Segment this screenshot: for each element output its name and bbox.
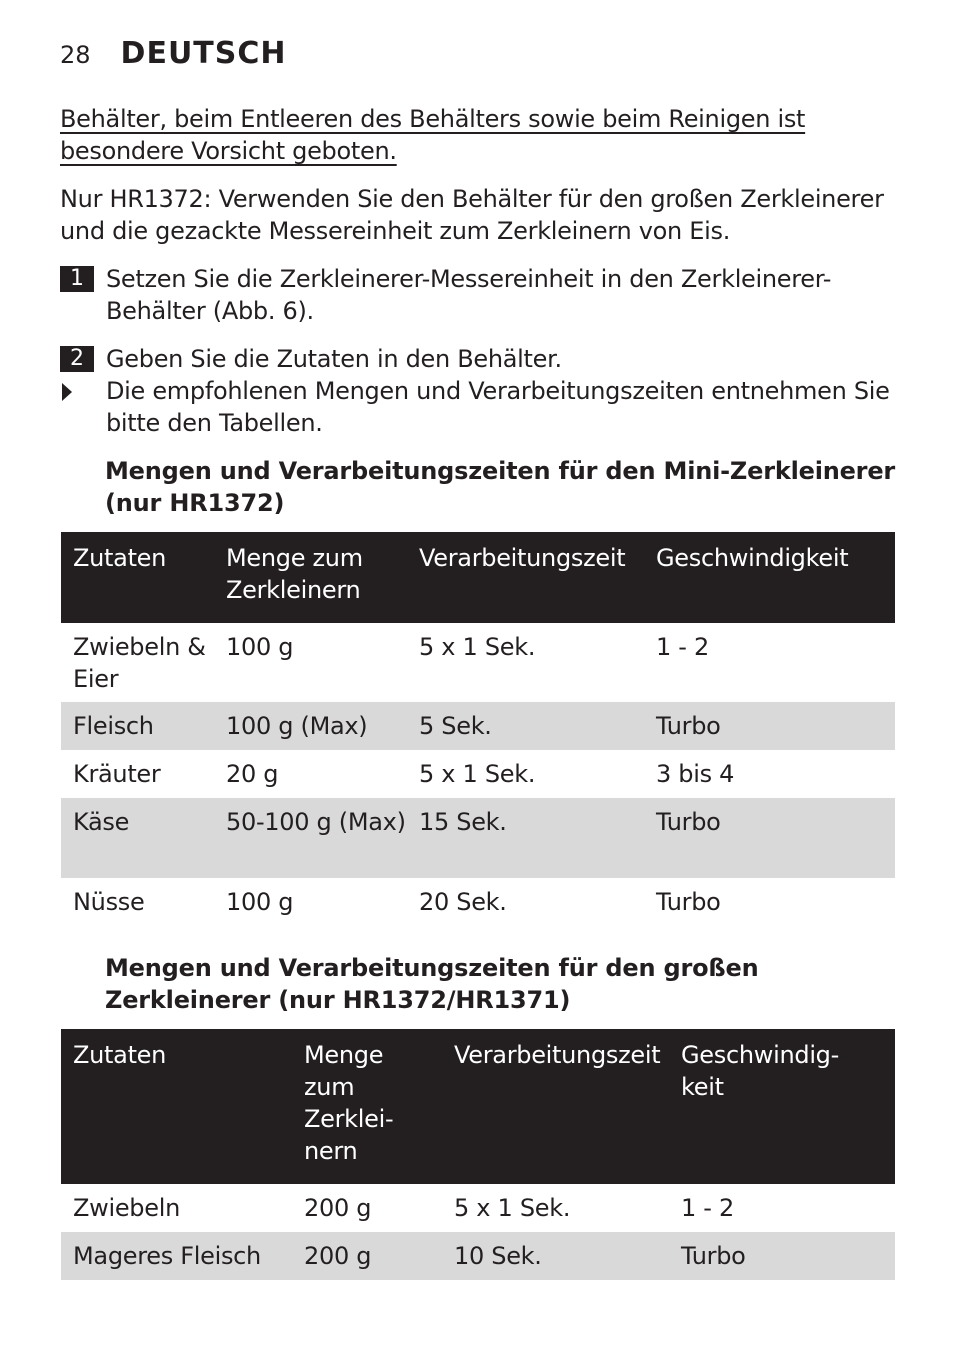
header-cell: Menge zum Zerklei-nern — [304, 1041, 394, 1165]
step-1 — [60, 263, 896, 327]
table-row — [61, 798, 895, 878]
header-cell: Geschwindig-keit — [681, 1041, 839, 1101]
header-cell: Verarbeitungszeit — [419, 544, 626, 572]
section-title: DEUTSCH — [120, 36, 287, 71]
table-cell: 20 Sek. — [419, 888, 507, 916]
mini-chopper-table — [61, 532, 895, 928]
table-row — [61, 702, 895, 750]
table-cell: 5 x 1 Sek. — [419, 760, 536, 788]
table-cell: Kräuter — [73, 760, 161, 788]
header-cell: Zutaten — [73, 544, 167, 572]
table-row — [61, 623, 895, 702]
table-cell: Zwiebeln — [73, 1194, 180, 1222]
table-cell: 50-100 g (Max) — [226, 808, 406, 836]
table-cell: 100 g (Max) — [226, 712, 368, 740]
page-header — [60, 36, 287, 72]
intro-paragraph: Nur HR1372: Verwenden Sie den Behälter für den großen Zerkleinerer und die gezackte Messereinheit zum Zerkleinern von Eis. — [60, 185, 884, 245]
table-cell: 20 g — [226, 760, 279, 788]
header-cell: Menge zum Zerkleinern — [226, 544, 363, 604]
table-cell: Turbo — [656, 712, 721, 740]
table-cell: 100 g — [226, 633, 294, 661]
large-chopper-table — [61, 1029, 895, 1280]
triangle-bullet-icon — [60, 382, 76, 402]
table-cell: Nüsse — [73, 888, 145, 916]
table-cell: 5 x 1 Sek. — [454, 1194, 571, 1222]
table-cell: 5 Sek. — [419, 712, 492, 740]
warning-line-2: besondere Vorsicht geboten. — [60, 137, 397, 165]
warning-text — [60, 103, 820, 167]
table-row — [61, 1232, 895, 1280]
table-cell: Fleisch — [73, 712, 154, 740]
table-cell: 1 - 2 — [681, 1194, 734, 1222]
bullet-text: Die empfohlenen Mengen und Verarbeitungszeiten entnehmen Sie bitte den Tabellen. — [106, 377, 890, 437]
header-cell: Geschwindigkeit — [656, 544, 849, 572]
table-cell: Turbo — [681, 1242, 746, 1270]
step-2 — [60, 343, 896, 375]
table-row — [61, 1184, 895, 1232]
step-number-badge: 2 — [60, 346, 94, 372]
result-bullet — [60, 375, 896, 439]
page-number: 28 — [60, 41, 91, 69]
table-cell: 15 Sek. — [419, 808, 507, 836]
table-cell: 200 g — [304, 1194, 372, 1222]
step-text: Setzen Sie die Zerkleinerer-Messereinheit in den Zerkleinerer-Behälter (Abb. 6). — [106, 265, 832, 325]
step-text: Geben Sie die Zutaten in den Behälter. — [106, 345, 562, 373]
table-cell: 5 x 1 Sek. — [419, 633, 536, 661]
header-cell: Zutaten — [73, 1041, 167, 1069]
table-cell: 1 - 2 — [656, 633, 709, 661]
table-row — [61, 750, 895, 798]
table-header-row — [61, 532, 895, 623]
table-2-title: Mengen und Verarbeitungszeiten für den großen Zerkleinerer (nur HR1372/HR1371) — [105, 954, 759, 1014]
table-cell: 10 Sek. — [454, 1242, 542, 1270]
table-1-title: Mengen und Verarbeitungszeiten für den Mini-Zerkleinerer (nur HR1372) — [105, 457, 896, 517]
table-cell: Käse — [73, 808, 130, 836]
table-cell: Turbo — [656, 808, 721, 836]
step-number-badge: 1 — [60, 266, 94, 292]
table-cell: 200 g — [304, 1242, 372, 1270]
header-cell: Verarbeitungszeit — [454, 1041, 661, 1069]
table-cell: 3 bis 4 — [656, 760, 735, 788]
warning-line-1: Behälter, beim Entleeren des Behälters sowie beim Reinigen ist — [60, 105, 806, 133]
table-cell: Mageres Fleisch — [73, 1242, 261, 1270]
table-header-row — [61, 1029, 895, 1184]
table-cell: Turbo — [656, 888, 721, 916]
table-cell: Zwiebeln & Eier — [73, 633, 206, 693]
table-cell: 100 g — [226, 888, 294, 916]
table-row — [61, 878, 895, 928]
